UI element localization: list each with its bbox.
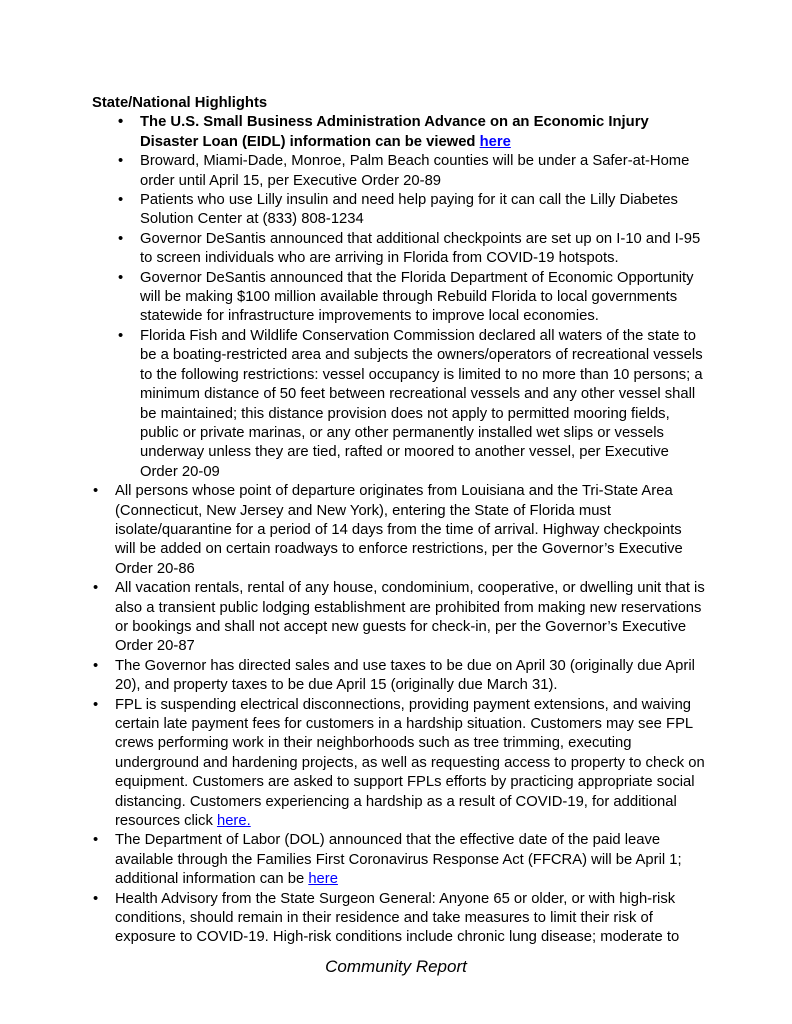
section-heading: State/National Highlights xyxy=(92,95,268,111)
page-footer: Community Report xyxy=(325,957,467,976)
document-body xyxy=(92,94,706,948)
bullet-text xyxy=(115,697,705,829)
bullet-marker-icon: • xyxy=(93,580,99,597)
bullet-marker-icon: • xyxy=(93,657,99,674)
text-segment: Governor DeSantis announced that additional checkpoints are set up on I-10 and I-95 to screen individuals who are arriving in Florida from COVID-19 hotspots. xyxy=(140,230,701,267)
bullet-text xyxy=(115,832,682,887)
bullet-item xyxy=(92,191,706,230)
text-segment: All persons whose point of departure originates from Louisiana and the Tri-State Area (Connecticut, New Jersey and New York), entering the State of Florida must isolate/quarantine for a period of 14 days from the time of arrival. Highway checkpoints will be added on certain roadways to enforce restrictions, per the Governor’s Executive Order 20-86 xyxy=(115,483,683,577)
bullet-item xyxy=(92,696,706,832)
bullet-item xyxy=(92,482,706,579)
bullet-item xyxy=(92,890,706,948)
bullet-marker-icon: • xyxy=(118,269,124,286)
here-link[interactable]: here. xyxy=(216,813,251,830)
bullet-marker-icon: • xyxy=(93,483,99,500)
bullet-item xyxy=(92,230,706,269)
text-segment: Patients who use Lilly insulin and need help paying for it can call the Lilly Diabetes Solution Center at (833) 808-1234 xyxy=(140,192,678,228)
here-link[interactable]: here xyxy=(308,871,338,888)
bullet-text xyxy=(140,153,689,188)
bullet-marker-icon: • xyxy=(118,327,124,344)
bullet-marker-icon: • xyxy=(93,890,99,907)
bullet-text xyxy=(115,891,679,946)
bullet-marker-icon: • xyxy=(93,696,99,713)
bullet-item xyxy=(92,327,706,482)
bullet-marker-icon: • xyxy=(118,192,124,209)
bullet-item xyxy=(92,657,706,696)
bullet-item xyxy=(92,152,706,191)
bullet-text xyxy=(140,231,700,266)
text-segment: FPL is suspending electrical disconnections, providing payment extensions, and waiving certain late payment fees for customers in a hardship situation. Customers may see FPL crews performing work in their neighborhoods such as tree trimming, executing underground and hardening projects, as well as requesting access to property to check on equipment. Customers are asked to support FPLs efforts by practicing appropriate social distancing. Customers experiencing a hardship as a result of COVID-19, for additional resources click xyxy=(115,696,705,830)
text-segment: Broward, Miami-Dade, Monroe, Palm Beach counties will be under a Safer-at-Home order until April 15, per Executive Order 20-89 xyxy=(140,153,690,189)
bullet-text xyxy=(115,483,683,577)
bullet-text xyxy=(140,328,703,480)
bullet-item xyxy=(92,269,706,327)
bullet-marker-icon: • xyxy=(118,114,124,131)
bullet-marker-icon: • xyxy=(93,832,99,849)
bullet-item xyxy=(92,579,706,657)
bullet-text xyxy=(140,270,694,325)
bullet-text xyxy=(140,114,649,149)
bullet-list xyxy=(92,113,706,947)
bullet-text xyxy=(140,192,678,227)
text-segment: The Governor has directed sales and use taxes to be due on April 30 (originally due April 20), and property taxes to be due April 15 (originally due March 31). xyxy=(115,657,695,694)
bullet-marker-icon: • xyxy=(118,230,124,247)
text-segment: Florida Fish and Wildlife Conservation Commission declared all waters of the state to be a boating-restricted area and subjects the owners/operators of recreational vessels to the following restrictions: vessel occupancy is limited to no more than 10 persons; a minimum distance of 50 feet between recreational vessels and any other vessel shall be maintained; this distance provision does not apply to permitted mooring fields, public or private marinas, or any other permanently installed wet slips or vessels underway unless they are tied, rafted or moored to another vessel, per Executive Order 20-09 xyxy=(140,327,703,480)
text-segment: Health Advisory from the State Surgeon General: Anyone 65 or older, or with high-risk conditions, should remain in their residence and take measures to limit their risk of exposure to COVID-19. High-risk conditions include chronic lung disease; moderate to xyxy=(115,890,680,946)
text-segment: The U.S. Small Business Administration Advance on an Economic Injury Disaster Loan (EIDL) information can be viewed xyxy=(140,114,649,150)
text-segment: All vacation rentals, rental of any house, condominium, cooperative, or dwelling unit that is also a transient public lodging establishment are prohibited from making new reservations or bookings and shall not accept new guests for check-in, per the Governor’s Executive Order 20-87 xyxy=(115,580,705,655)
bullet-text xyxy=(115,580,705,654)
text-segment: Governor DeSantis announced that the Florida Department of Economic Opportunity will be making $100 million available through Rebuild Florida to local governments statewide for infrastructure improvements to improve local economies. xyxy=(140,269,694,325)
bullet-marker-icon: • xyxy=(118,153,124,170)
bullet-text xyxy=(115,658,695,693)
bullet-item xyxy=(92,113,706,152)
text-segment: The Department of Labor (DOL) announced that the effective date of the paid leave available through the Families First Coronavirus Response Act (FFCRA) will be April 1; additional information can be xyxy=(115,832,682,888)
bullet-item xyxy=(92,831,706,889)
here-link[interactable]: here xyxy=(479,133,511,150)
